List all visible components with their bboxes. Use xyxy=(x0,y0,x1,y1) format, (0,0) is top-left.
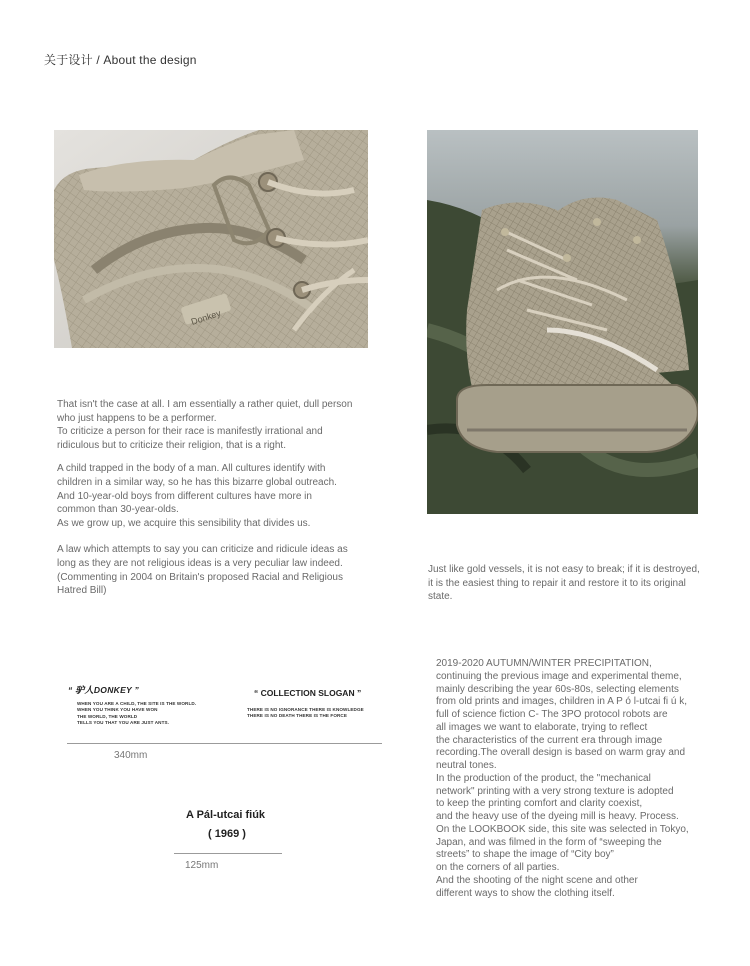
line: Just like gold vessels, it is not easy to break; if it is destroyed, xyxy=(428,564,700,575)
boots-lookbook-photo xyxy=(427,130,698,514)
label-title: A Pál-utcai fiúk xyxy=(186,809,266,821)
line: TELLS YOU THAT YOU ARE JUST ANTS. xyxy=(77,719,170,725)
brand-slogan-heading xyxy=(68,683,139,696)
line: children in a similar way, so he has this bizarre global outreach. xyxy=(57,476,337,488)
line: To criticize a person for their race is manifestly irrational and xyxy=(57,426,323,438)
brand-slogan-text xyxy=(77,701,237,726)
brand-name: DONKEY xyxy=(93,685,132,695)
line: Japan, and was filmed in the form of “sweeping the xyxy=(436,836,662,848)
line: the characteristics of the current era through image xyxy=(436,734,663,746)
label-year: ( 1969 ) xyxy=(208,828,246,840)
line: recording.The overall design is based on warm gray and xyxy=(436,747,686,759)
photo-caption xyxy=(428,563,728,604)
brand-logo-mark: 驴人 xyxy=(75,686,94,696)
line: A law which attempts to say you can criticize and ridicule ideas as xyxy=(57,544,348,556)
line: As we grow up, we acquire this sensibility that divides us. xyxy=(57,517,311,529)
line: streets” to shape the image of “City boy” xyxy=(436,849,614,861)
line: WHEN YOU ARE A CHILD, THE SITE IS THE WORLD. xyxy=(77,701,197,706)
line: and the heavy use of the dyeing mill is heavy. Process. xyxy=(436,811,679,822)
quote-mark: ” xyxy=(134,685,140,695)
paragraph-3 xyxy=(57,543,377,597)
section-title: 关于设计 / About the design xyxy=(44,53,197,67)
line: And the shooting of the night scene and other xyxy=(436,874,638,886)
line: 2019-2020 AUTUMN/WINTER PRECIPITATION, xyxy=(436,658,652,669)
line: neutral tones. xyxy=(436,760,497,771)
line: different ways to show the clothing itself. xyxy=(436,887,615,899)
line: ridiculous but to criticize their religion, that is a right. xyxy=(57,439,286,451)
paragraph-2 xyxy=(57,462,377,530)
line: common than 30-year-olds. xyxy=(57,504,179,516)
line: long as they are not religious ideas is a very peculiar law indeed. xyxy=(57,557,343,569)
line: state. xyxy=(428,591,453,603)
dimension-label-340: 340mm xyxy=(114,750,148,761)
boot-closeup-image xyxy=(54,130,368,348)
line: That isn't the case at all. I am essentially a rather quiet, dull person xyxy=(57,399,353,410)
boot-logo-text: Donkey xyxy=(189,307,222,327)
line: WHEN YOU THINK YOU HAVE WON xyxy=(77,707,158,713)
line: who just happens to be a performer. xyxy=(57,412,217,424)
line: from old prints and images, children in A P ó l-utcai fi ú k, xyxy=(436,696,688,708)
line: mainly describing the year 60s-80s, selecting elements xyxy=(436,683,679,695)
left-text-block xyxy=(57,398,377,608)
line: THERE IS NO DEATH THERE IS THE FORCE xyxy=(247,713,347,719)
collection-slogan-text xyxy=(247,707,397,720)
line: on the corners of all parties. xyxy=(436,862,560,873)
line: network" printing with a very strong texture is adopted xyxy=(436,785,674,797)
line: And 10-year-old boys from different cultures have more in xyxy=(57,490,312,502)
quote-mark: “ xyxy=(68,685,73,695)
line: to keep the printing comfort and clarity coexist, xyxy=(436,798,643,810)
design-description xyxy=(436,658,736,900)
dimension-label-125: 125mm xyxy=(185,860,219,871)
line: (Commenting in 2004 on Britain's proposed Racial and Religious xyxy=(57,571,343,583)
line: THERE IS NO IGNORANCE THERE IS KNOWLEDGE xyxy=(247,707,364,712)
line: full of science fiction C- The 3PO protocol robots are xyxy=(436,709,668,720)
dimension-line-340 xyxy=(67,743,382,744)
collection-slogan-heading: “ COLLECTION SLOGAN ” xyxy=(254,688,362,698)
line: all images we want to elaborate, trying to reflect xyxy=(436,721,648,733)
line: On the LOOKBOOK side, this site was selected in Tokyo, xyxy=(436,823,689,835)
boot-closeup-photo xyxy=(54,130,368,348)
line: it is the easiest thing to repair it and restore it to its original xyxy=(428,577,686,589)
line: THE WORLD, THE WORLD xyxy=(77,713,138,719)
line: Hatred Bill) xyxy=(57,585,107,597)
line: A child trapped in the body of a man. All cultures identify with xyxy=(57,463,326,475)
line: In the production of the product, the "mechanical xyxy=(436,772,651,784)
paragraph-1 xyxy=(57,398,377,452)
dimension-line-125 xyxy=(174,853,282,854)
line: continuing the previous image and experimental theme, xyxy=(436,670,682,682)
boots-lookbook-image xyxy=(427,130,698,514)
